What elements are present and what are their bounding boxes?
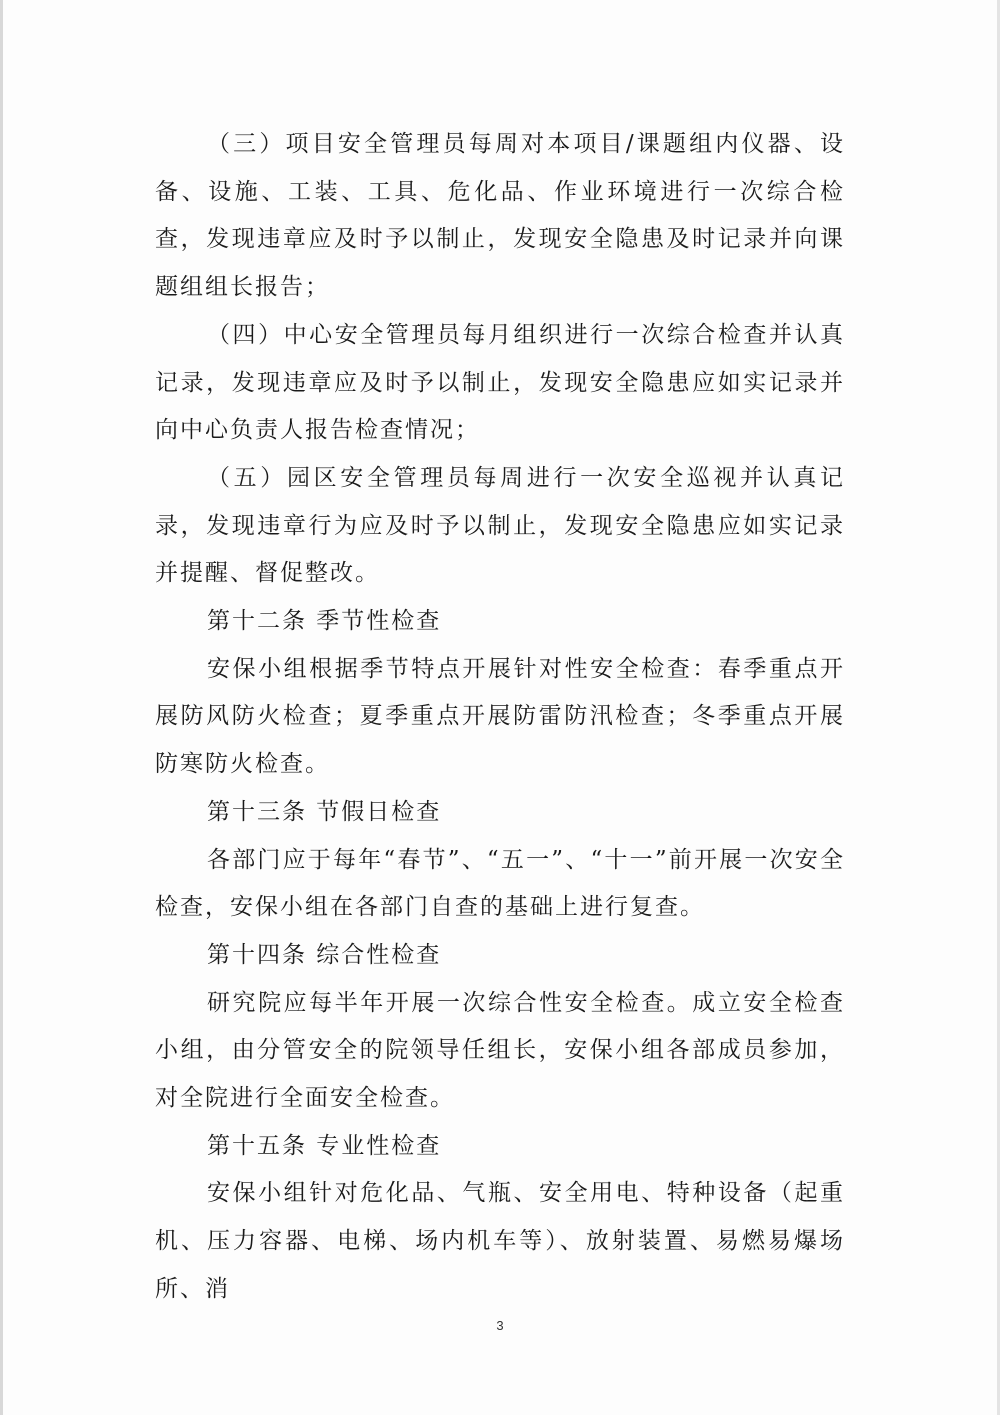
article-14-title: 第十四条 综合性检查 bbox=[207, 941, 442, 968]
document-body bbox=[155, 121, 845, 1314]
paragraph-item-3: （三）项目安全管理员每周对本项目/课题组内仪器、设备、设施、工装、工具、危化品、作业环境进行一次综合检查，发现违章应及时予以制止，发现安全隐患及时记录并向课题组组长报告； bbox=[155, 131, 845, 301]
article-13-title: 第十三条 节假日检查 bbox=[207, 798, 442, 825]
article-14-body: 研究院应每半年开展一次综合性安全检查。成立安全检查小组，由分管安全的院领导任组长，安保小组各部成员参加，对全院进行全面安全检查。 bbox=[155, 989, 845, 1112]
article-12-body: 安保小组根据季节特点开展针对性安全检查：春季重点开展防风防火检查；夏季重点开展防雷防汛检查；冬季重点开展防寒防火检查。 bbox=[155, 655, 845, 778]
article-15-body: 安保小组针对危化品、气瓶、安全用电、特种设备（起重机、压力容器、电梯、场内机车等）、放射装置、易燃易爆场所、消 bbox=[155, 1180, 845, 1302]
article-13-body: 各部门应于每年“春节”、“五一”、“十一”前开展一次安全检查，安保小组在各部门自查的基础上进行复查。 bbox=[155, 846, 845, 921]
article-15-title: 第十五条 专业性检查 bbox=[207, 1132, 442, 1159]
article-12-title: 第十二条 季节性检查 bbox=[207, 608, 442, 635]
scan-edge-left bbox=[0, 0, 3, 1415]
paragraph-item-5: （五）园区安全管理员每周进行一次安全巡视并认真记录，发现违章行为应及时予以制止，发现安全隐患应如实记录并提醒、督促整改。 bbox=[155, 464, 845, 587]
paragraph-item-4: （四）中心安全管理员每月组织进行一次综合检查并认真记录，发现违章应及时予以制止，发现安全隐患应如实记录并向中心负责人报告检查情况； bbox=[155, 321, 845, 444]
page-number: 3 bbox=[496, 1318, 504, 1333]
